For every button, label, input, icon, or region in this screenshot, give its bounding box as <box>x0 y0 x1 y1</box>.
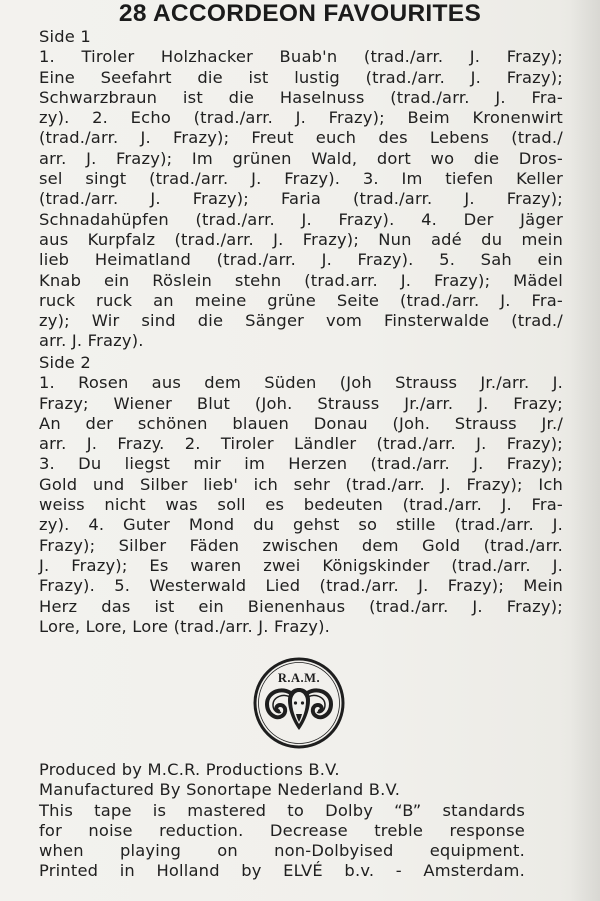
text-line: An der schönen blauen Donau (Joh. Strauss Jr./ <box>39 413 563 433</box>
text-line: arr. J. Frazy). <box>39 331 144 351</box>
ram-logo <box>252 656 346 750</box>
credit-line: for noise reduction. Decrease treble response <box>39 820 525 840</box>
credit-line: This tape is mastered to Dolby “B” standards <box>39 800 525 820</box>
credits-block <box>39 760 525 882</box>
text-line: Frazy; Wiener Blut (Joh. Strauss Jr./arr. J. Frazy; <box>39 393 563 413</box>
text-line: Eine Seefahrt die ist lustig (trad./arr. J. Frazy); <box>39 67 563 87</box>
text-line: (trad./arr. J. Frazy); Freut euch des Lebens (trad./ <box>39 128 563 148</box>
text-line: weiss nicht was soll es bedeuten (trad./arr. J. Fra- <box>39 495 563 515</box>
text-line: Lore, Lore, Lore (trad./arr. J. Frazy). <box>39 616 331 636</box>
text-line: arr. J. Frazy. 2. Tiroler Ländler (trad./arr. J. Frazy); <box>39 434 563 454</box>
side-2-heading: Side 2 <box>39 353 91 372</box>
text-line: zy); Wir sind die Sänger vom Finsterwalde (trad./ <box>39 311 563 331</box>
text-line: 1. Tiroler Holzhacker Buab'n (trad./arr. J. Frazy); <box>39 47 563 67</box>
ram-head-icon <box>267 688 331 730</box>
credit-line: when playing on non-Dolbyised equipment. <box>39 841 525 861</box>
logo-text: R.A.M. <box>277 671 321 685</box>
text-line: Frazy). 5. Westerwald Lied (trad./arr. J. Frazy); Mein <box>39 576 563 596</box>
album-title: 28 ACCORDEON FAVOURITES <box>118 0 482 27</box>
fold-shadow <box>570 0 600 901</box>
text-line: arr. J. Frazy); Im grünen Wald, dort wo die Dros- <box>39 148 563 168</box>
text-line: Frazy); Silber Fäden zwischen dem Gold (trad./arr. <box>39 535 563 555</box>
text-line: aus Kurpfalz (trad./arr. J. Frazy); Nun adé du mein <box>39 229 563 249</box>
text-line: ruck ruck an meine grüne Seite (trad./arr. J. Fra- <box>39 290 563 310</box>
text-line: 1. Rosen aus dem Süden (Joh Strauss Jr./arr. J. <box>39 373 563 393</box>
text-line: zy). 2. Echo (trad./arr. J. Frazy); Beim Kronenwirt <box>39 108 563 128</box>
text-line: Schwarzbraun ist die Haselnuss (trad./arr. J. Fra- <box>39 87 563 107</box>
credit-line: Manufactured By Sonortape Nederland B.V. <box>39 780 401 800</box>
text-line: Schnadahüpfen (trad./arr. J. Frazy). 4. Der Jäger <box>39 209 563 229</box>
text-line: lieb Heimatland (trad./arr. J. Frazy). 5. Sah ein <box>39 250 563 270</box>
text-line: J. Frazy); Es waren zwei Königskinder (trad./arr. J. <box>39 555 563 575</box>
side-2-tracklist <box>39 353 563 637</box>
text-line: zy). 4. Guter Mond du gehst so stille (trad./arr. J. <box>39 515 563 535</box>
text-line: Gold und Silber lieb' ich sehr (trad./arr. J. Frazy); Ich <box>39 474 563 494</box>
side-1-heading: Side 1 <box>39 27 91 46</box>
credit-line: Printed in Holland by ELVÉ b.v. - Amsterdam. <box>39 861 525 881</box>
text-line: 3. Du liegst mir im Herzen (trad./arr. J. Frazy); <box>39 454 563 474</box>
text-line: Knab ein Röslein stehn (trad.arr. J. Frazy); Mädel <box>39 270 563 290</box>
text-line: (trad./arr. J. Frazy); Faria (trad./arr. J. Frazy); <box>39 189 563 209</box>
text-line: sel singt (trad./arr. J. Frazy). 3. Im tiefen Keller <box>39 169 563 189</box>
side-1-tracklist <box>39 27 563 352</box>
credit-line: Produced by M.C.R. Productions B.V. <box>39 760 340 779</box>
text-line: Herz das ist ein Bienenhaus (trad./arr. J. Frazy); <box>39 596 563 616</box>
